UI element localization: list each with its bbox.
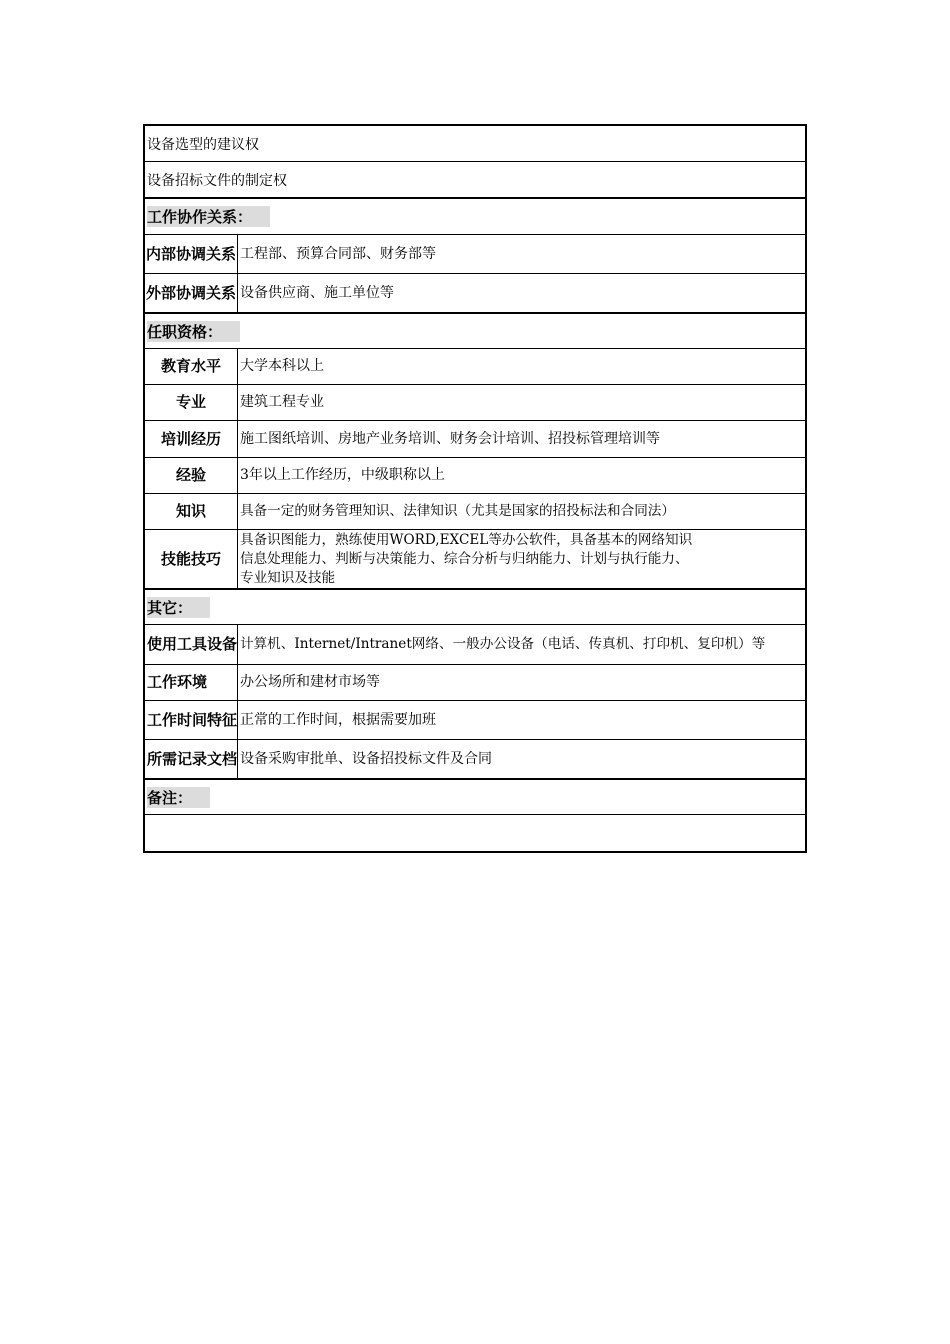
field-value: 工程部、预算合同部、财务部等 [240,245,436,262]
tools-row [145,625,805,665]
field-value: 建筑工程专业 [240,394,324,410]
field-value: 大学本科以上 [240,358,324,374]
remarks-section-header [145,780,805,815]
remarks-value [145,815,149,851]
skills-line: 具备识图能力，熟练使用WORD,EXCEL等办公软件，具备基本的网络知识 [240,531,693,548]
field-label: 经验 [145,458,238,493]
field-value [238,530,805,588]
skills-line: 专业知识及技能 [240,569,336,586]
job-description-table [143,124,807,853]
environment-row [145,665,805,701]
remarks-row [145,815,805,851]
major-row [145,385,805,421]
experience-row [145,458,805,494]
records-row [145,740,805,780]
section-title: 任职资格： [147,321,240,342]
authority-row [145,126,805,162]
field-label: 培训经历 [145,421,238,457]
field-value: 施工图纸培训、房地产业务培训、财务会计培训、招投标管理培训等 [240,430,660,447]
field-value: 设备采购审批单、设备招投标文件及合同 [240,750,492,767]
field-label: 专业 [145,385,238,420]
authority-row [145,162,805,199]
field-value: 计算机、Internet/Intranet网络、一般办公设备（电话、传真机、打印机、复印机）等 [240,636,766,652]
work-time-row [145,701,805,740]
field-label: 工作时间特征 [145,701,238,739]
field-value: 设备供应商、施工单位等 [240,284,394,301]
field-label: 内部协调关系 [145,235,238,273]
knowledge-row [145,494,805,530]
authority-item: 设备招标文件的制定权 [147,172,287,189]
field-value: 3年以上工作经历，中级职称以上 [240,467,445,483]
other-section-header [145,590,805,625]
section-title: 工作协作关系： [147,206,270,227]
skills-row [145,530,805,590]
authority-item: 设备选型的建议权 [147,136,259,153]
training-row [145,421,805,458]
field-label: 外部协调关系 [145,274,238,312]
internal-relation-row [145,235,805,274]
education-row [145,349,805,385]
field-value: 正常的工作时间，根据需要加班 [240,711,436,728]
field-label: 教育水平 [145,349,238,384]
qual-section-header [145,314,805,349]
field-label: 所需记录文档 [145,740,238,778]
field-label: 使用工具设备 [145,625,238,664]
collab-section-header [145,199,805,235]
field-label: 知识 [145,494,238,529]
field-value: 办公场所和建材市场等 [240,674,380,690]
external-relation-row [145,274,805,314]
section-title: 其它： [147,597,210,618]
field-label: 工作环境 [145,665,238,700]
field-label: 技能技巧 [145,530,238,588]
section-title: 备注： [147,787,210,808]
skills-line: 信息处理能力、判断与决策能力、综合分析与归纳能力、计划与执行能力、 [240,550,689,567]
field-value: 具备一定的财务管理知识、法律知识（尤其是国家的招投标法和合同法） [240,503,675,519]
